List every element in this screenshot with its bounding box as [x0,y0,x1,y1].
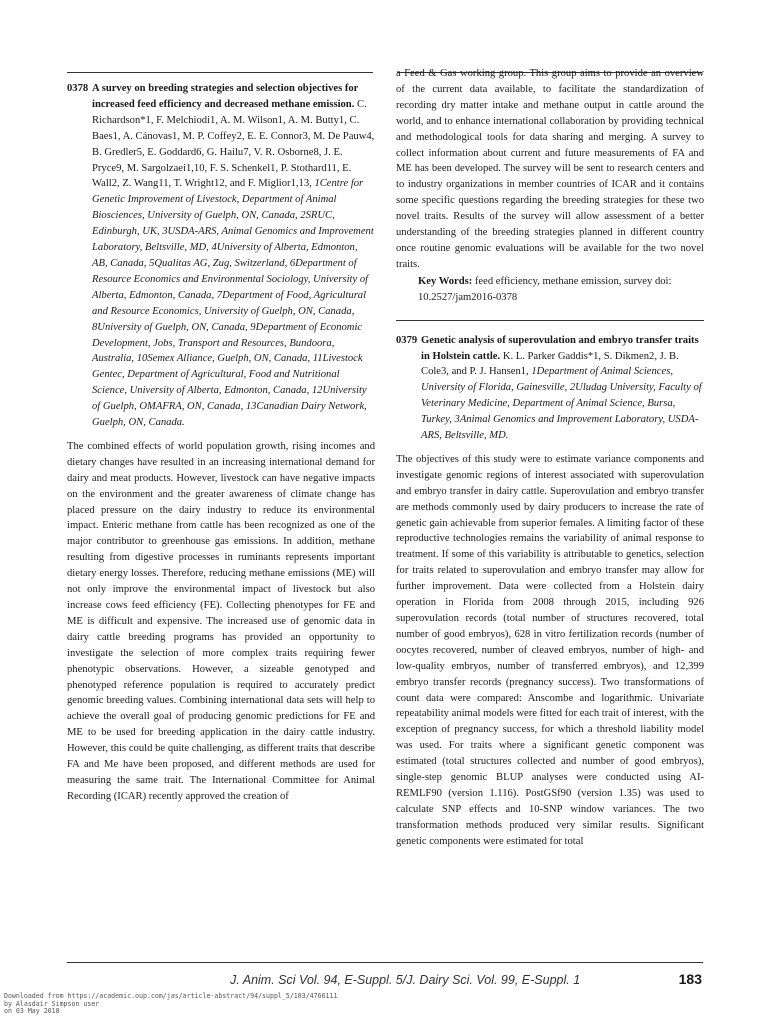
page-number: 183 [678,971,702,987]
abstract-0379-number: 0379 [396,334,418,346]
abstract-separator [396,320,704,321]
download-notice [4,993,337,1016]
abstract-0379-title: Genetic analysis of superovulation and embryo transfer traits in Holstein cattle. [421,334,699,362]
download-line-1[interactable]: Downloaded from https://academic.oup.com/jas/article-abstract/94/suppl_5/183/4766111 [4,992,338,1000]
keywords-label: Key Words: [418,275,473,287]
right-column [396,66,704,850]
abstract-0378-number: 0378 [67,83,89,94]
abstract-0379-affiliations: 1Department of Animal Sciences, University of Florida, Gainesville, 2Uludag University, Faculty of Veterinary Medicine, Department of Animal Science, Bursa, Turkey, 3Animal Genomics and Improvement Laboratory, USDA-ARS, Beltsville, MD. [421,366,702,442]
abstract-0379-authors: K. L. Parker Gaddis*1, S. Dikmen2, J. B. Cole3, and P. J. Hansen1, [421,350,679,378]
download-line-3: on 03 May 2018 [4,1007,60,1016]
keywords-text: feed efficiency, methane emission, survey [474,275,653,287]
abstract-0378-affiliations: 1Centre for Genetic Improvement of Livestock, Department of Animal Biosciences, University of Guelph, ON, Canada, 2SRUC, Edinburgh, UK, 3USDA-ARS, Animal Genomics and Improvement Laboratory, Beltsville, MD, 4University of Alberta, Edmonton, AB, Canada, 5Qualitas AG, Zug, Switzerland, 6Department of Resource Economics and Environmental Sociology, University of Alberta, Edmonton, Canada, 7Department of Food, Agricultural and Resource Economics, University of Guelph, ON, Canada, 8University of Guelph, ON, Canada, 9Department of Economic Development, Jobs, Transport and Resources, Bundoora, Australia, 10Semex Alliance, Guelph, ON, Canada, 11Livestock Gentec, Department of Agricultural, Food and Nutritional Science, University of Alberta, Edmonton, Canada, 12University of Guelph, OMAFRA, ON, Canada, 13Canadian Dairy Network, Guelph, ON, Canada. [92,178,374,429]
footer-rule [67,962,703,963]
abstract-0378-title: A survey on breeding strategies and selection objectives for increased feed efficiency and decreased methane emission. [92,83,359,110]
journal-citation: J. Anim. Sci Vol. 94, E-Suppl. 5/J. Dairy Sci. Vol. 99, E-Suppl. 1 [230,973,581,987]
abstract-0379-header [396,333,704,444]
abstract-0378-doi: doi: 10.2527/jam2016-0378 [418,275,672,303]
left-column [67,66,375,805]
abstract-0378-body: The combined effects of world population growth, rising incomes and dietary changes have resulted in an increasing international demand for dairy and meat products. However, livestock can have negative impacts on the environment and the greater awareness of climate change has placed pressure on the dairy industry to reduce its environmental impact. Enteric methane from cattle has been recognized as one of the major contributor to greenhouse gas emissions. In addition, methane resulting from digestive processes in ruminants represents important dietary energy losses. Therefore, reducing methane emissions (ME) will not only improve the environmental impact of livestock but also increase cows feed efficiency (FE). Collecting phenotypes for FE and ME is difficult and expensive. The increased use of genomic data in dairy cattle breeding programs has provided an opportunity to investigate the selection of more complex traits requiring fewer phenotypic observations. However, a sizeable genotyped and phenotyped reference population is required to accurately predict genomic breeding values. Combining international data sets will help to achieve the overall goal of producing genomic predictions for FE and ME to be used for breeding application in the dairy cattle industry. However, this could be quite challenging, as different traits that describe FA and Me have been proposed, and different methods are used for measuring the same trait. The International Committee for Animal Recording (ICAR) recently approved the creation of [67,440,375,802]
abstract-0378-body-continued: a Feed & Gas working group. This group aims to provide an overview of the current data available, to facilitate the standardization of recording dry matter intake and methane output in cattle around the world, and to enhance international collaboration by providing technical and methodological tools for data sharing and merging. A survey to collect information about current and future measurements of FA and ME has been developed. The survey will be sent to research centers and to industry organizations in member countries of ICAR and it contains some specific questions regarding the breeding strategies for these two novel traits. Results of the survey will allow assessment of a better understanding of the breeding strategies planned in different country once routine genomic evaluations will be available for the two novel traits. [396,68,704,270]
abstract-0378-authors: C. Richardson*1, F. Melchiodi1, A. M. Wilson1, A. M. Butty1, C. Baes1, A. Cánovas1, M. P. Coffey2, E. E. Connor3, M. De Pauw4, B. Gredler5, E. Goddard6, G. Hailu7, V. R. Osborne8, J. E. Pryce9, M. Sargolzaei1,10, F. S. Schenkel1, P. Stothard11, E. Wall2, Z. Wang11, T. Wright12, and F. Miglior1,13, [92,98,375,190]
abstract-0378-keywords [396,274,704,306]
abstract-0379-body: The objectives of this study were to estimate variance components and investigate genomic regions of interest associated with superovulation and embryo transfer in dairy cattle. Superovulation and embryo transfer are methods commonly used by dairy producers to increase the rate of genetic gain achievable from superior females. A limiting factor of these reproductive technologies remains the variability of animal response to treatment. If some of this variability is attributable to genetics, selection for traits related to superovulation and embryo transfer may allow for further improvement. Data were collected from a Holstein dairy operation in Florida from 2008 through 2015, including 926 superovulation records (total number of structures recovered, total number of good embryos), 628 in vitro fertilization records (number of oocytes recovered, number of cleaved embryos, number of high- and low-quality embryos, number of transferred embryos), and 12,399 embryo transfer records (pregnancy success). Two transformations of count data were compared: Anscombe and logarithmic. Univariate repeatability animal models were fitted for each trait of interest, with the exception of pregnancy success, for which a threshold liability model was used. For traits where a significant genetic component was estimated (total structures collected and number of good embryos), single-step genomic BLUP analyses were conducted using AI-REMLF90 (version 1.116). PostGSf90 (version 1.35) was used to calculate SNP effects and 10-SNP window variances. The two transformation methods produced very similar results. Significant genetic components were estimated for total [396,453,704,847]
download-line-2: by Alasdair Simpson user [4,999,100,1008]
abstract-0378-header [67,81,375,431]
